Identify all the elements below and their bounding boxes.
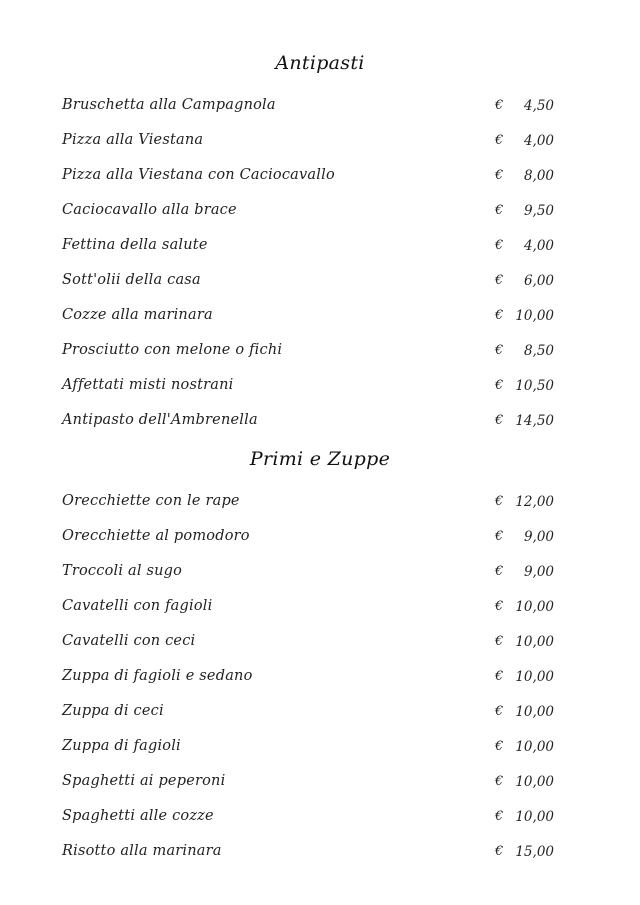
item-price: 10,00 xyxy=(515,739,554,755)
item-price: 4,00 xyxy=(523,133,554,149)
currency-symbol: € xyxy=(495,133,504,148)
currency-symbol: € xyxy=(495,238,504,253)
item-name: Cavatelli con fagioli xyxy=(62,598,213,614)
currency-symbol: € xyxy=(495,168,504,183)
menu-item xyxy=(0,493,640,528)
currency-symbol: € xyxy=(495,494,504,509)
currency-symbol: € xyxy=(495,599,504,614)
item-price: 9,00 xyxy=(523,529,554,545)
menu-item xyxy=(0,598,640,633)
currency-symbol: € xyxy=(495,378,504,393)
currency-symbol: € xyxy=(495,809,504,824)
menu-item xyxy=(0,843,640,878)
item-name: Pizza alla Viestana xyxy=(62,132,204,148)
menu-item xyxy=(0,412,640,447)
currency-symbol: € xyxy=(495,203,504,218)
currency-symbol: € xyxy=(495,413,504,428)
item-name: Pizza alla Viestana con Caciocavallo xyxy=(62,167,335,183)
menu-item xyxy=(0,563,640,598)
item-name: Zuppa di ceci xyxy=(62,703,164,719)
item-price: 4,50 xyxy=(523,98,554,114)
currency-symbol: € xyxy=(495,844,504,859)
item-name: Orecchiette con le rape xyxy=(62,493,240,509)
item-price: 10,50 xyxy=(515,378,554,394)
currency-symbol: € xyxy=(495,564,504,579)
item-price: 9,00 xyxy=(523,564,554,580)
currency-symbol: € xyxy=(495,774,504,789)
item-name: Prosciutto con melone o fichi xyxy=(62,342,283,358)
item-name: Sott'olii della casa xyxy=(62,272,201,288)
item-price: 10,00 xyxy=(515,774,554,790)
currency-symbol: € xyxy=(495,273,504,288)
menu-item xyxy=(0,773,640,808)
item-price: 9,50 xyxy=(523,203,554,219)
item-price: 10,00 xyxy=(515,809,554,825)
item-price: 8,50 xyxy=(523,343,554,359)
menu-item xyxy=(0,703,640,738)
item-name: Risotto alla marinara xyxy=(62,843,222,859)
menu-item xyxy=(0,342,640,377)
item-price: 10,00 xyxy=(515,599,554,615)
item-price: 6,00 xyxy=(523,273,554,289)
currency-symbol: € xyxy=(495,704,504,719)
item-price: 12,00 xyxy=(515,494,554,510)
menu-item xyxy=(0,237,640,272)
menu-item xyxy=(0,738,640,773)
currency-symbol: € xyxy=(495,739,504,754)
menu-item xyxy=(0,202,640,237)
currency-symbol: € xyxy=(495,343,504,358)
section-items-primi-e-zuppe xyxy=(0,493,640,878)
item-name: Cozze alla marinara xyxy=(62,307,213,323)
item-price: 10,00 xyxy=(515,704,554,720)
section-title-antipasti: Antipasti xyxy=(275,52,365,74)
item-price: 14,50 xyxy=(515,413,554,429)
item-name: Troccoli al sugo xyxy=(62,563,183,579)
menu-item xyxy=(0,528,640,563)
item-name: Spaghetti alle cozze xyxy=(62,808,214,824)
menu-item xyxy=(0,307,640,342)
menu-item xyxy=(0,167,640,202)
currency-symbol: € xyxy=(495,669,504,684)
item-name: Antipasto dell'Ambrenella xyxy=(62,412,258,428)
menu-item xyxy=(0,97,640,132)
menu-item xyxy=(0,132,640,167)
section-items-antipasti xyxy=(0,97,640,447)
item-name: Orecchiette al pomodoro xyxy=(62,528,250,544)
item-price: 10,00 xyxy=(515,669,554,685)
currency-symbol: € xyxy=(495,98,504,113)
item-name: Bruschetta alla Campagnola xyxy=(62,97,276,113)
item-name: Zuppa di fagioli xyxy=(62,738,181,754)
item-price: 15,00 xyxy=(515,844,554,860)
item-price: 8,00 xyxy=(523,168,554,184)
item-name: Cavatelli con ceci xyxy=(62,633,196,649)
currency-symbol: € xyxy=(495,634,504,649)
item-name: Zuppa di fagioli e sedano xyxy=(62,668,253,684)
menu-item xyxy=(0,668,640,703)
item-name: Spaghetti ai peperoni xyxy=(62,773,226,789)
menu-item xyxy=(0,633,640,668)
item-name: Caciocavallo alla brace xyxy=(62,202,237,218)
item-name: Affettati misti nostrani xyxy=(62,377,234,393)
item-price: 10,00 xyxy=(515,634,554,650)
item-price: 4,00 xyxy=(523,238,554,254)
item-price: 10,00 xyxy=(515,308,554,324)
item-name: Fettina della salute xyxy=(62,237,208,253)
menu-item xyxy=(0,272,640,307)
section-title-primi-e-zuppe: Primi e Zuppe xyxy=(249,448,391,470)
menu-item xyxy=(0,377,640,412)
currency-symbol: € xyxy=(495,529,504,544)
currency-symbol: € xyxy=(495,308,504,323)
menu-item xyxy=(0,808,640,843)
